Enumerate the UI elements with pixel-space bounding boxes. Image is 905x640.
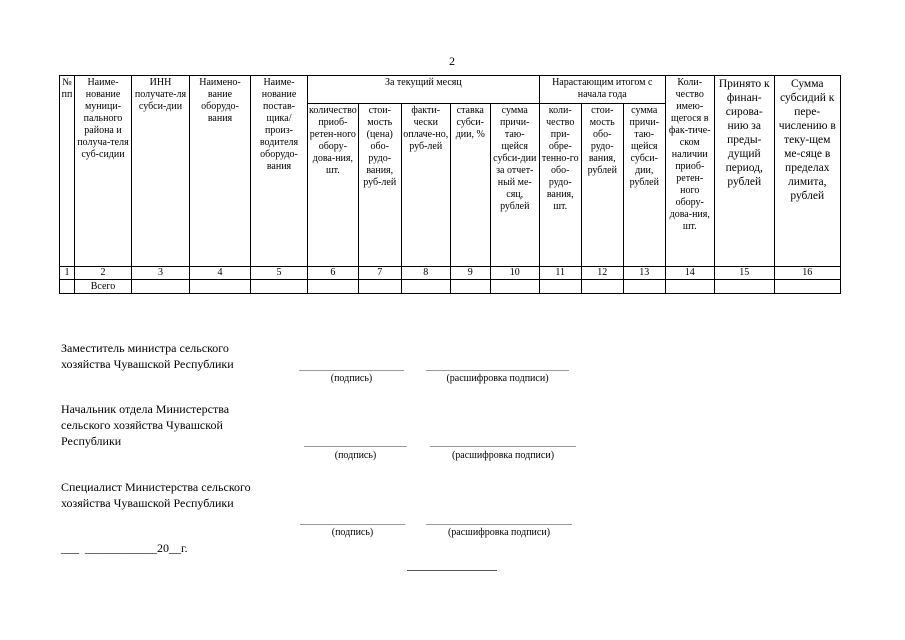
- column-number: 3: [132, 267, 190, 280]
- column-number: 15: [714, 267, 774, 280]
- column-number: 13: [623, 267, 665, 280]
- header-col-1: № пп: [60, 76, 75, 267]
- total-cell: [358, 280, 401, 294]
- signature-line: [304, 446, 407, 447]
- header-col-8: факти-чески оплаче-но, руб-лей: [401, 104, 450, 267]
- page-number: 2: [449, 54, 455, 68]
- signatory-title-deputy-minister: Заместитель министра сельского хозяйства Чувашской Республики: [61, 341, 234, 371]
- header-col-14: Коли-чество имею-щегося в фак-тиче-ском наличии приоб-ретен-ного обору-дова-ния, шт.: [665, 76, 714, 267]
- header-col-9: ставка субси-дии, %: [450, 104, 490, 267]
- column-number: 10: [490, 267, 539, 280]
- total-cell: [251, 280, 308, 294]
- column-number: 11: [539, 267, 581, 280]
- signature-decode-line: [426, 370, 569, 371]
- total-cell: [623, 280, 665, 294]
- header-col-7: стои-мость (цена) обо-рудо-вания, руб-лей: [358, 104, 401, 267]
- signature-decode-line: [426, 524, 572, 525]
- total-cell: [581, 280, 623, 294]
- total-cell: [401, 280, 450, 294]
- header-col-15: Принято к финан-сирова-нию за преды-дущий период, рублей: [714, 76, 774, 267]
- signature-decode-line: [430, 446, 576, 447]
- total-cell: [539, 280, 581, 294]
- total-cell: [450, 280, 490, 294]
- header-col-16: Сумма субсидий к пере-числению в теку-щем ме-сяце в пределах лимита, рублей: [774, 76, 840, 267]
- header-col-11: коли-чество при-обре-тенно-го обо-рудо-вания, шт.: [539, 104, 581, 267]
- signature-decode-caption: (расшифровка подписи): [446, 373, 549, 384]
- footer-rule: [407, 570, 497, 571]
- signature-caption: (подпись): [331, 527, 374, 538]
- column-number: 6: [308, 267, 359, 280]
- total-cell: [132, 280, 190, 294]
- total-cell: [774, 280, 840, 294]
- signatory-title-department-head: Начальник отдела Министерства сельского хозяйства Чувашской Республики: [61, 402, 230, 448]
- header-group-cumulative: Нарастающим итогом с начала года: [539, 76, 665, 104]
- total-cell: [665, 280, 714, 294]
- column-number: 8: [401, 267, 450, 280]
- total-row: [60, 280, 841, 294]
- column-number: 14: [665, 267, 714, 280]
- total-label: Всего: [75, 280, 132, 294]
- column-number: 4: [190, 267, 251, 280]
- total-cell: [490, 280, 539, 294]
- signatory-title-specialist: Специалист Министерства сельского хозяйства Чувашской Республики: [61, 480, 251, 510]
- signature-caption: (подпись): [330, 373, 373, 384]
- column-number: 5: [251, 267, 308, 280]
- column-number: 7: [358, 267, 401, 280]
- header-col-2: Наиме-нование муници-пального района и получа-теля суб-сидии: [75, 76, 132, 267]
- column-number: 1: [60, 267, 75, 280]
- column-number: 16: [774, 267, 840, 280]
- column-number: 9: [450, 267, 490, 280]
- total-cell: [714, 280, 774, 294]
- total-cell: [308, 280, 359, 294]
- header-group-current-month: За текущий месяц: [308, 76, 540, 104]
- header-col-3: ИНН получате-ля субси-дии: [132, 76, 190, 267]
- header-col-13: сумма причи-таю-щейся субси-дии, рублей: [623, 104, 665, 267]
- subsidy-report-table: [59, 75, 841, 294]
- header-col-10: сумма причи-таю-щейся субси-дии за отчет-ный ме-сяц, рублей: [490, 104, 539, 267]
- signature-line: [299, 370, 404, 371]
- header-col-4: Наимено-вание оборудо-вания: [190, 76, 251, 267]
- header-col-5: Наиме-нование постав-щика/ произ-водителя оборудо-вания: [251, 76, 308, 267]
- date-line: ___ ____________20__г.: [61, 541, 188, 555]
- signature-caption: (подпись): [334, 450, 377, 461]
- signature-line: [300, 524, 405, 525]
- signature-decode-caption: (расшифровка подписи): [447, 527, 551, 538]
- total-cell: [60, 280, 75, 294]
- total-cell: [190, 280, 251, 294]
- column-number-row: [60, 267, 841, 280]
- header-col-6: количество приоб-ретен-ного обору-дова-ния, шт.: [308, 104, 359, 267]
- column-number: 12: [581, 267, 623, 280]
- signature-decode-caption: (расшифровка подписи): [451, 450, 555, 461]
- header-col-12: стои-мость обо-рудо-вания, рублей: [581, 104, 623, 267]
- column-number: 2: [75, 267, 132, 280]
